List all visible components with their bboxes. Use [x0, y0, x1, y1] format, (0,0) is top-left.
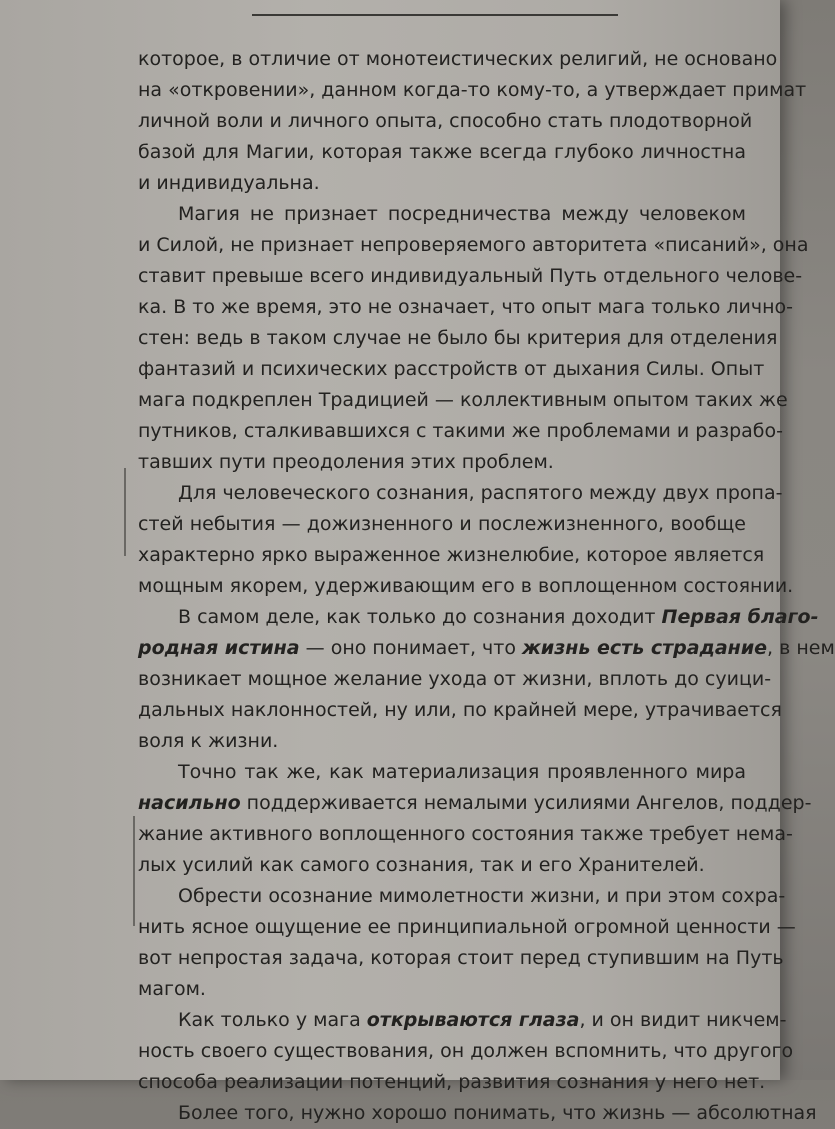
text-line: Обрести осознание мимолетности жизни, и при этом сохра-	[178, 885, 786, 907]
text-line: воля к жизни.	[138, 730, 279, 752]
text-run: , и он видит никчем-	[579, 1009, 787, 1031]
emphasis-text: Первая благо-	[661, 606, 819, 628]
emphasis-text: родная истина	[138, 637, 300, 659]
text-line: Магия не признает посредничества между человеком	[178, 203, 746, 225]
text-line: Точно так же, как материализация проявленного мира	[178, 761, 746, 783]
text-line: возникает мощное желание ухода от жизни, вплоть до суици-	[138, 668, 772, 690]
text-line: стей небытия — дожизненного и послежизненного, вообще	[138, 513, 746, 535]
text-line	[138, 602, 819, 633]
text-line: базой для Магии, которая также всегда глубоко личностна	[138, 141, 746, 163]
text-line	[138, 788, 812, 819]
text-run: , в нем	[767, 637, 835, 659]
text-line: тавших пути преодоления этих проблем.	[138, 451, 554, 473]
text-line: ность своего существования, он должен вспомнить, что другого	[138, 1040, 794, 1062]
paragraph	[138, 199, 809, 478]
header-rule	[252, 14, 618, 16]
paragraph	[138, 602, 835, 757]
text-line: способа реализации потенций, развития сознания у него нет.	[138, 1071, 766, 1093]
text-line: лых усилий как самого сознания, так и его Хранителей.	[138, 854, 705, 876]
margin-pencil-mark	[124, 468, 126, 556]
text-line: на «откровении», данном когда-то кому-то, а утверждает примат	[138, 79, 807, 101]
emphasis-text: открываются глаза	[366, 1009, 580, 1031]
page-body-text	[138, 44, 835, 1129]
text-line: Более того, нужно хорошо понимать, что жизнь — абсолютная	[178, 1102, 817, 1124]
emphasis-text: насильно	[138, 792, 241, 814]
text-run: Как только у мага	[178, 1009, 367, 1031]
paragraph	[138, 881, 796, 1005]
text-line: нить ясное ощущение ее принципиальной огромной ценности —	[138, 916, 796, 938]
text-run: В самом деле, как только до сознания доходит	[178, 606, 662, 628]
paragraph	[138, 478, 794, 602]
text-line: стен: ведь в таком случае не было бы критерия для отделения	[138, 327, 778, 349]
text-line: ставит превыше всего индивидуальный Путь отдельного челове-	[138, 265, 803, 287]
text-line: личной воли и личного опыта, способно стать плодотворной	[138, 110, 753, 132]
text-line: характерно ярко выраженное жизнелюбие, которое является	[138, 544, 765, 566]
margin-pencil-mark	[133, 816, 135, 926]
text-line: жание активного воплощенного состояния также требует нема-	[138, 823, 793, 845]
text-line: дальных наклонностей, ну или, по крайней мере, утрачивается	[138, 699, 782, 721]
text-line: мага подкреплен Традицией — коллективным опытом таких же	[138, 389, 788, 411]
text-line	[138, 633, 835, 664]
text-line	[138, 1005, 787, 1036]
paragraph	[138, 1005, 794, 1098]
paragraph	[138, 757, 812, 881]
text-line: которое, в отличие от монотеистических религий, не основано	[138, 48, 778, 70]
text-run: — оно понимает, что	[299, 637, 523, 659]
emphasis-text: жизнь есть страдание	[522, 637, 768, 659]
text-line: фантазий и психических расстройств от дыхания Силы. Опыт	[138, 358, 765, 380]
text-line: вот непростая задача, которая стоит перед ступившим на Путь	[138, 947, 784, 969]
text-line: и индивидуальна.	[138, 172, 320, 194]
text-run: поддерживается немалыми усилиями Ангелов, поддер-	[240, 792, 812, 814]
text-line: путников, сталкивавшихся с такими же проблемами и разрабо-	[138, 420, 783, 442]
text-line: и Силой, не признает непроверяемого авторитета «писаний», она	[138, 234, 809, 256]
text-line: Для человеческого сознания, распятого между двух пропа-	[178, 482, 783, 504]
text-line: ка. В то же время, это не означает, что опыт мага только лично-	[138, 296, 793, 318]
paragraph	[138, 44, 807, 199]
paragraph	[138, 1098, 817, 1129]
text-line: магом.	[138, 978, 206, 1000]
text-line: мощным якорем, удерживающим его в воплощенном состоянии.	[138, 575, 794, 597]
